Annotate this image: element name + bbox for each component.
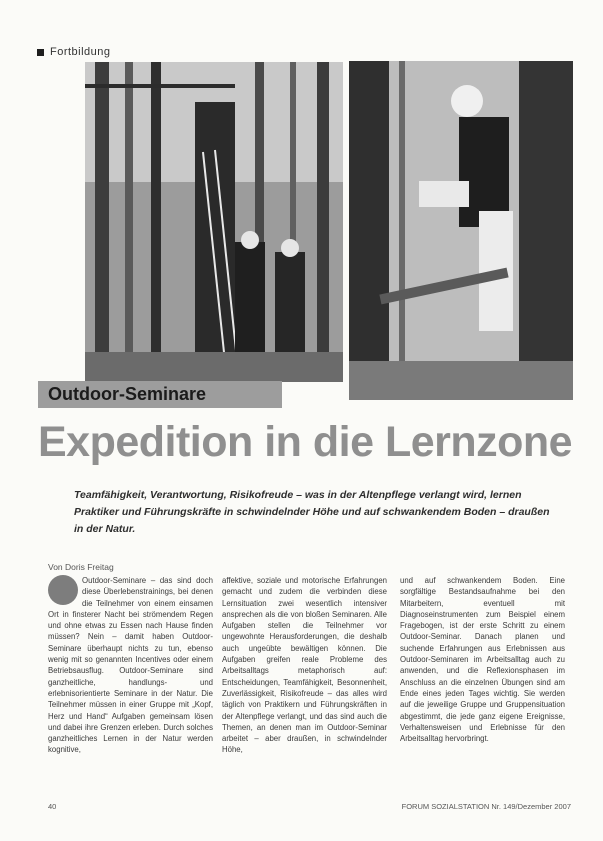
article-column-2 [222, 575, 387, 807]
kicker-bar [38, 381, 282, 408]
photo-climber [349, 61, 573, 400]
kicker-text: Outdoor-Seminare [48, 384, 207, 404]
page-number: 40 [48, 802, 57, 811]
column-3-text: und auf schwankendem Boden. Eine sorgfältige Bestandsaufnahme bei den Mitarbeitern, eventuell mit Diagnoseinstrumenten zum Beispiel einem Fragebogen, ist der erste Schritt zu einem Outdoor-Seminar. Danach planen und suchende Erfahrungen aus Erlebnissen aus Outdoor-Seminaren im Arbeitsalltag auch zu anwenden, und die Reflexionsphasen im Anschluss an die einzelnen Übungen sind am Ende eines jeden Tages wichtig. Sie werden auf die jeweilige Gruppe und Gruppensituation abgestimmt, die jede ganz eigene Ereignisse, Verhaltensweisen und Erlebnisse für den Arbeitsalltag hervorbringt. [400, 576, 565, 744]
byline: Von Doris Freitag [48, 562, 114, 572]
article-column-3 [400, 575, 565, 807]
article-column-1 [48, 575, 213, 807]
headline: Expedition in die Lernzone [38, 418, 573, 466]
section-text: Fortbildung [50, 46, 111, 58]
lead-paragraph: Teamfähigkeit, Verantwortung, Risikofreude – was in der Altenpflege verlangt wird, lernen Praktiker und Führungskräfte in schwindelnder Höhe und auf schwankendem Boden – draußen in der Natur. [74, 489, 550, 535]
photo-forest-ladder [85, 62, 343, 382]
section-square-icon [37, 49, 44, 56]
dropcap-circle [48, 575, 78, 605]
column-2-text: affektive, soziale und motorische Erfahrungen gemacht und zudem die verbinden diese Lernsituation zwei wesentlich intensiver ansprechen als die von bloßen Seminaren. Alle Aufgaben stellen die Teilnehmer vor ungewohnte Herausforderungen, die deshalb auch ungeübte bewältigen können. Die Aufgaben greifen reale Probleme des Arbeitsalltags metaphorisch auf: Entscheidungen, Teamfähigkeit, Besonnenheit, Zuverlässigkeit, Risikofreude – das alles wird täglich von Praktikern und Führungskräften in der Altenpflege verlangt, und das sind auch die Themen, an denen man im Outdoor-Seminar arbeitet – aber draußen, in schwindelnder Höhe, [222, 576, 387, 755]
column-1-text: Outdoor-Seminare – das sind doch diese Überlebenstrainings, bei denen die Teilnehmer von einem einsamen Ort in finsterer Nacht bei strömendem Regen und ohne etwas zu Essen nach Hause finden müssen? Nein – damit haben Outdoor-Seminare überhaupt nichts zu tun, ebenso wenig mit so genannten Incentives oder einem Betriebsausflug. Outdoor-Seminare sind ganzheitliche, handlungs- und erlebnisorientierte Seminare in der Natur. Die Teilnehmer müssen in einer Gruppe mit „Kopf, Herz und Hand“ Aufgaben gemeinsam lösen und dabei ihre Grenzen erleben. Durch solches ganzheitliches Lernen in der Natur werden kognitive, [48, 576, 213, 755]
publication-footer: FORUM SOZIALSTATION Nr. 149/Dezember 2007 [401, 802, 571, 811]
section-label [37, 45, 111, 59]
